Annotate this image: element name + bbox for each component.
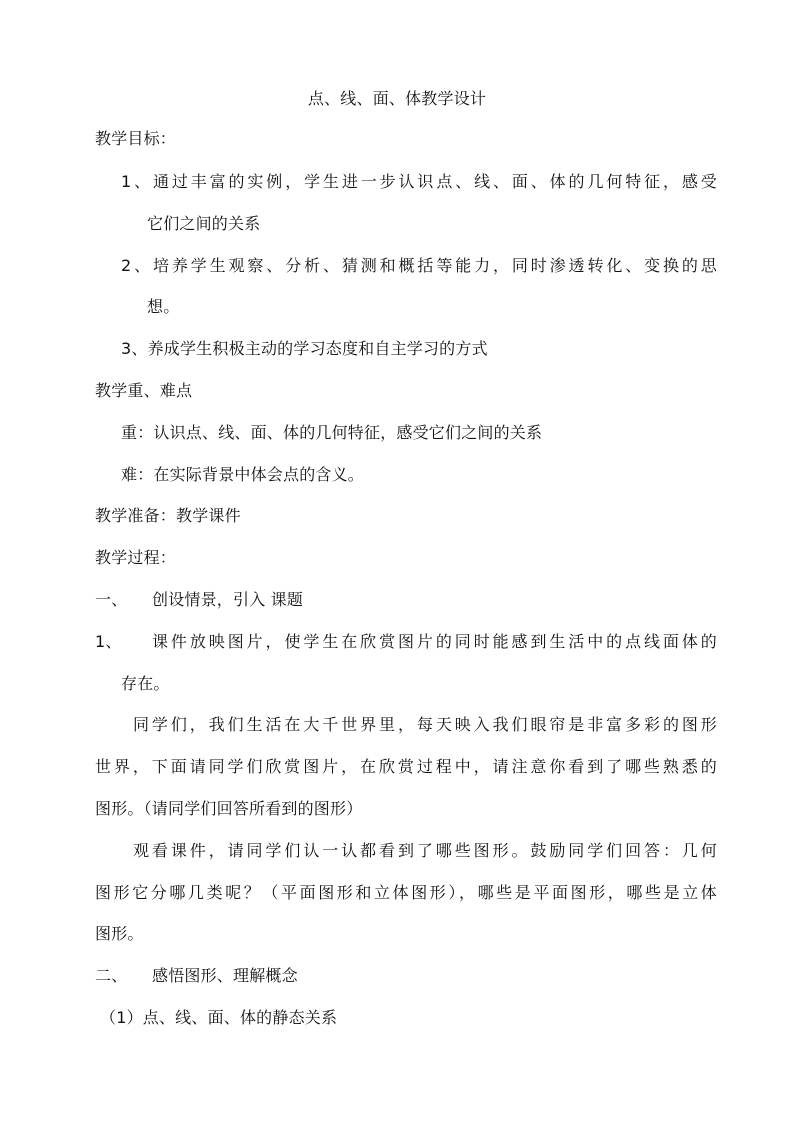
paragraph-2-line-3: 图形。 (95, 924, 144, 943)
section-1-number: 一、 (95, 590, 128, 609)
objective-2-line-1: 2、培养学生观察、分析、猜测和概括等能力，同时渗透转化、变换的思 (121, 256, 717, 275)
objectives-heading: 教学目标： (95, 129, 177, 148)
paragraph-2-line-1: 观看课件，请同学们认一认都看到了哪些图形。鼓励同学们回答：几何 (133, 841, 717, 860)
section-2-title: 感悟图形、理解概念 (152, 966, 298, 985)
paragraph-1-line-1: 同学们，我们生活在大千世界里，每天映入我们眼帘是非富多彩的图形 (133, 715, 717, 734)
process-heading: 教学过程： (95, 548, 177, 567)
objective-1-line-1: 1、通过丰富的实例，学生进一步认识点、线、面、体的几何特征，感受 (121, 172, 717, 191)
step-1-line-2: 存在。 (121, 674, 170, 693)
section-2-number: 二、 (95, 966, 128, 985)
paragraph-1-line-3: 图形。（请同学们回答所看到的图形） (95, 799, 363, 818)
objective-3: 3、养成学生积极主动的学习态度和自主学习的方式 (121, 339, 488, 358)
difficulty: 难：在实际背景中体会点的含义。 (121, 465, 365, 484)
section-1-title: 创设情景，引入 课题 (152, 590, 304, 609)
step-1-number: 1、 (95, 632, 122, 651)
objective-1-line-2: 它们之间的关系 (147, 214, 261, 233)
paragraph-1-line-2: 世界，下面请同学们欣赏图片，在欣赏过程中，请注意你看到了哪些熟悉的 (95, 757, 717, 776)
paragraph-2-line-2: 图形它分哪几类呢？（平面图形和立体图形），哪些是平面图形，哪些是立体 (95, 883, 717, 902)
preparation: 教学准备：教学课件 (95, 506, 241, 525)
key-points-heading: 教学重、难点 (95, 381, 193, 400)
subsection-1: （1）点、线、面、体的静态关系 (100, 1008, 338, 1027)
step-1-line-1: 课件放映图片，使学生在欣赏图片的同时能感到生活中的点线面体的 (152, 632, 717, 651)
objective-2-line-2: 想。 (147, 297, 180, 316)
document-title: 点、线、面、体教学设计 (307, 89, 487, 108)
key-point: 重：认识点、线、面、体的几何特征，感受它们之间的关系 (121, 423, 543, 442)
